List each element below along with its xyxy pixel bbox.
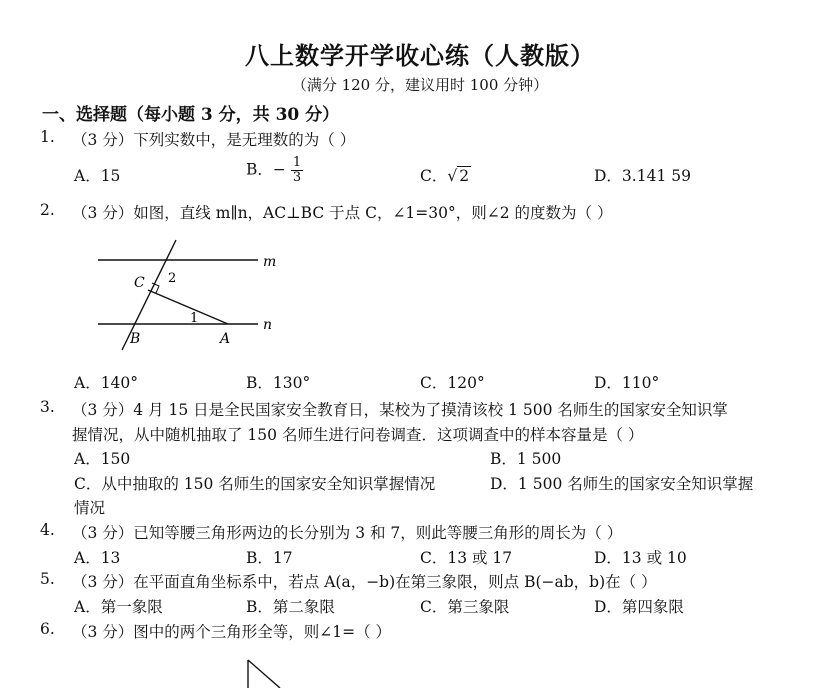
option-a: A．第一象限 — [74, 598, 163, 616]
question-number: 2. — [40, 201, 55, 219]
option-b: B．第二象限 — [246, 598, 335, 616]
label-b: B — [130, 331, 141, 347]
question-number: 5. — [40, 570, 55, 588]
option-b — [246, 156, 303, 185]
label-c: C — [134, 275, 145, 291]
fraction-denominator: 3 — [292, 170, 302, 185]
question-stem: （3 分）图中的两个三角形全等，则∠1=（ ） — [72, 623, 392, 641]
page-title: 八上数学开学收心练（人教版） — [245, 41, 595, 70]
option-b: B．130° — [246, 374, 311, 392]
option-a: A．15 — [74, 167, 121, 185]
option-c: C．从中抽取的 150 名师生的国家安全知识掌握情况 — [74, 475, 436, 493]
question-stem: （3 分）下列实数中，是无理数的为（ ） — [72, 131, 356, 149]
sqrt-symbol: √ — [447, 167, 458, 185]
option-c-prefix: C． — [420, 167, 448, 185]
option-a: A．150 — [74, 450, 131, 468]
option-c: C．第三象限 — [420, 598, 510, 616]
option-b-prefix: B．− — [246, 160, 286, 179]
sqrt-radicand: 2 — [459, 167, 470, 185]
page-subtitle: （满分 120 分，建议用时 100 分钟） — [291, 76, 549, 94]
question-stem-line-2: 握情况，从中随机抽取了 150 名师生进行问卷调查．这项调查中的样本容量是（ ） — [72, 426, 644, 444]
option-b: B．1 500 — [490, 450, 562, 468]
fraction-numerator: 1 — [292, 155, 302, 170]
question-number: 3. — [40, 398, 55, 416]
option-c: C．13 或 17 — [420, 549, 513, 567]
option-a: A．140° — [74, 374, 139, 392]
option-c — [420, 164, 471, 186]
label-a: A — [220, 331, 231, 347]
question-number: 4. — [40, 521, 55, 539]
section-heading: 一、选择题（每小题 3 分，共 30 分） — [42, 105, 340, 125]
option-d: D．110° — [594, 374, 660, 392]
label-m: m — [263, 254, 277, 270]
option-b: B．17 — [246, 549, 293, 567]
question-stem-line-1: （3 分）4 月 15 日是全民国家安全教育日，某校为了摸清该校 1 500 名师生的国家安全知识掌 — [72, 401, 728, 419]
option-d: D．3.141 59 — [594, 167, 691, 185]
segment-ac — [148, 290, 228, 324]
option-d-continued: 情况 — [74, 499, 106, 517]
option-d: D．1 500 名师生的国家安全知识掌握 — [490, 475, 754, 493]
question-stem: （3 分）如图，直线 m∥n，AC⊥BC 于点 C，∠1=30°，则∠2 的度数为（ ） — [72, 204, 613, 222]
option-d: D．13 或 10 — [594, 549, 687, 567]
option-c: C．120° — [420, 374, 485, 392]
triangle-edge — [248, 660, 280, 688]
question-number: 1. — [40, 128, 55, 146]
geometry-figure — [90, 232, 290, 357]
label-n: n — [263, 317, 273, 333]
fraction — [291, 156, 303, 185]
label-angle-2: 2 — [168, 271, 177, 286]
question-stem: （3 分）在平面直角坐标系中，若点 A(a，−b)在第三象限，则点 B(−ab，b)在（ ） — [72, 573, 657, 591]
question-stem: （3 分）已知等腰三角形两边的长分别为 3 和 7，则此等腰三角形的周长为（ ） — [72, 524, 623, 542]
triangle-figure-partial — [240, 656, 320, 688]
option-a: A．13 — [74, 549, 121, 567]
label-angle-1: 1 — [190, 311, 199, 326]
question-number: 6. — [40, 620, 55, 638]
option-d: D．第四象限 — [594, 598, 684, 616]
